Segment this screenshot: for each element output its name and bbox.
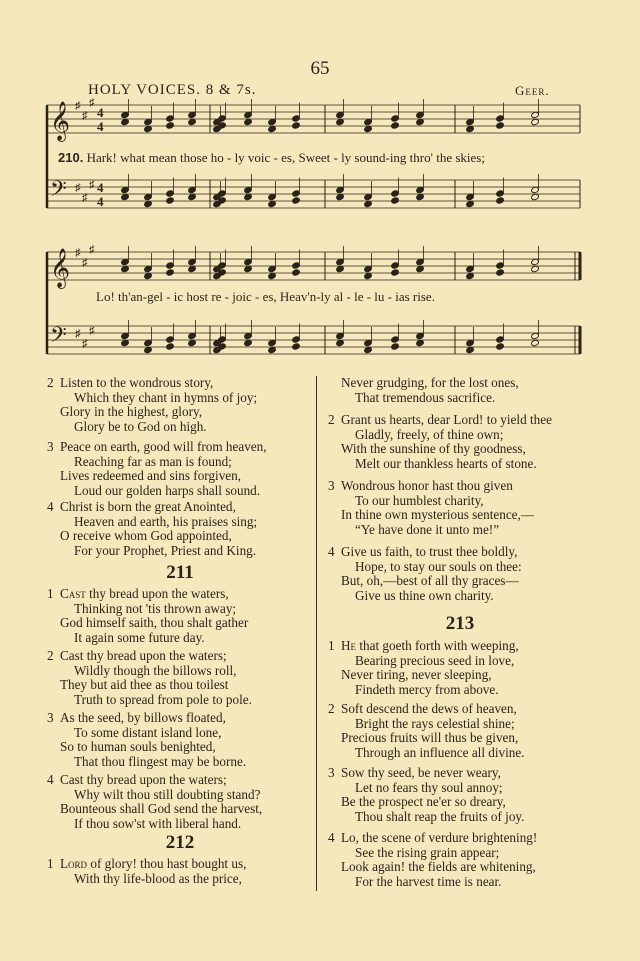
line-text: Melt our thankless hearts of stone. <box>355 455 537 471</box>
time-signature: 4 <box>97 194 104 209</box>
stanza-line <box>328 654 519 669</box>
line-text: Heaven and earth, his praises sing; <box>74 513 258 529</box>
line-text: To some distant island lone, <box>74 724 222 740</box>
note-head <box>466 125 475 132</box>
note-head <box>336 332 345 339</box>
note-head <box>121 339 130 346</box>
stanza-line <box>328 683 519 698</box>
note-head <box>292 336 301 343</box>
stanza-line <box>47 726 246 741</box>
stanza-number: 2 <box>47 375 54 390</box>
note-head <box>144 339 153 346</box>
note-head <box>466 265 475 272</box>
note-head <box>268 118 277 125</box>
stanza <box>328 545 522 603</box>
stanza-line <box>47 788 262 803</box>
note-head <box>391 190 400 197</box>
line-text: Loud our golden harps shall sound. <box>74 482 261 498</box>
note-head <box>268 125 277 132</box>
note-head <box>496 115 505 122</box>
stanza-number: 1 <box>47 856 54 871</box>
note-head <box>144 272 153 279</box>
stanza <box>47 376 257 434</box>
line-text: It again some future day. <box>74 629 205 645</box>
note-head <box>466 339 475 346</box>
stanza-line <box>47 817 262 832</box>
line-text: Cast thy bread upon the waters; <box>60 648 227 663</box>
note-head <box>416 258 425 265</box>
note-head <box>336 265 345 272</box>
stanza-line <box>328 639 519 654</box>
stanza-line <box>47 515 257 530</box>
time-signature: 4 <box>97 105 104 120</box>
note-head <box>166 197 175 204</box>
note-head <box>188 186 197 193</box>
note-head <box>364 118 373 125</box>
note-head <box>496 262 505 269</box>
line-text: Give us thine own charity. <box>355 587 494 603</box>
note-head <box>416 265 425 272</box>
stanza <box>328 831 537 889</box>
note-head <box>166 343 175 350</box>
stanza-number: 4 <box>328 830 335 845</box>
line-text: In thine own mysterious sentence,— <box>341 507 535 523</box>
first-word: Cast <box>60 586 86 601</box>
stanza-line <box>328 831 537 846</box>
stanza-line <box>328 702 525 717</box>
note-head <box>336 193 345 200</box>
stanza <box>47 857 246 886</box>
note-head <box>466 272 475 279</box>
line-text: Soft descend the dews of heaven, <box>341 701 517 716</box>
note-head <box>531 258 540 265</box>
stanza-number: 3 <box>328 478 335 493</box>
line-text: Christ is born the great Anointed, <box>60 499 236 514</box>
note-head <box>188 193 197 200</box>
stanza-line <box>47 391 257 406</box>
note-head <box>391 115 400 122</box>
line-text: Lives redeemed and sins forgiven, <box>60 468 242 484</box>
stanza-line: That tremendous sacrifice. <box>355 389 496 405</box>
note-head <box>496 336 505 343</box>
stanza-line <box>47 802 262 817</box>
treble-clef: 𝄞 <box>50 103 71 140</box>
stanza-line <box>328 781 524 796</box>
stanza-line <box>47 740 246 755</box>
note-head <box>144 265 153 272</box>
stanza <box>47 440 267 498</box>
note-head <box>144 346 153 353</box>
stanza-line <box>47 469 267 484</box>
note-head <box>188 111 197 118</box>
sharp-sign: ♯ <box>89 244 95 256</box>
note-head <box>144 193 153 200</box>
line-text: Glory be to God on high. <box>74 418 207 434</box>
note-head <box>144 200 153 207</box>
treble-clef: 𝄞 <box>50 250 71 287</box>
note-head <box>416 118 425 125</box>
stanza <box>328 479 534 537</box>
page-number: 65 <box>310 58 330 79</box>
note-head <box>531 111 540 118</box>
lyric-text-1: Hark! what mean those ho - ly voic - es, Sweet - ly sound-ing thro' the skies; <box>86 150 485 165</box>
note-head <box>416 339 425 346</box>
stanza <box>47 711 246 769</box>
note-head <box>244 265 253 272</box>
note-head <box>391 197 400 204</box>
note-head <box>364 200 373 207</box>
note-head <box>531 265 540 272</box>
stanza-line <box>328 717 525 732</box>
line-text: Grant us hearts, dear Lord! to yield thee <box>341 412 552 427</box>
stanza-line <box>47 587 248 602</box>
line-text: Let no fears thy soul annoy; <box>355 779 503 795</box>
note-head <box>166 336 175 343</box>
line-text: Through an influence all divine. <box>355 744 525 760</box>
stanza-line <box>328 508 534 523</box>
line-text: Peace on earth, good will from heaven, <box>60 439 267 454</box>
note-head <box>144 125 153 132</box>
note-head <box>391 336 400 343</box>
line-text: Gladly, freely, of thine own; <box>355 426 504 442</box>
note-head <box>292 262 301 269</box>
note-head <box>121 111 130 118</box>
stanza-line <box>47 529 257 544</box>
stanza-line <box>47 376 257 391</box>
time-signature: 4 <box>97 180 104 195</box>
sharp-sign: ♯ <box>89 179 95 191</box>
note-head <box>391 269 400 276</box>
note-head <box>364 265 373 272</box>
note-head <box>166 122 175 129</box>
stanza-number: 4 <box>328 544 335 559</box>
note-head <box>531 332 540 339</box>
stanza-line <box>47 455 267 470</box>
note-head <box>364 339 373 346</box>
sharp-sign: ♯ <box>75 182 81 194</box>
line-text: That thou flingest may be borne. <box>74 753 247 769</box>
note-head <box>364 346 373 353</box>
note-head <box>531 118 540 125</box>
note-head <box>466 193 475 200</box>
note-head <box>188 265 197 272</box>
stanza-line <box>47 693 252 708</box>
stanza-line <box>328 589 522 604</box>
line-text: Which they chant in hymns of joy; <box>74 389 258 405</box>
note-head <box>268 200 277 207</box>
line-text: For the harvest time is near. <box>355 873 502 889</box>
note-head <box>391 343 400 350</box>
note-head <box>121 258 130 265</box>
stanza-line <box>47 420 257 435</box>
note-head <box>466 346 475 353</box>
line-text: thy bread upon the waters, <box>85 586 229 601</box>
music-score <box>0 0 640 370</box>
line-text: Glory in the highest, glory, <box>60 404 202 420</box>
column-divider <box>316 376 317 891</box>
line-text: Listen to the wondrous story, <box>60 375 214 390</box>
note-head <box>336 118 345 125</box>
stanza-line <box>328 810 524 825</box>
hymn-number-210: 210. <box>58 150 84 165</box>
line-text: Be the prospect ne'er so dreary, <box>341 794 506 810</box>
line-text: Look again! the fields are whitening, <box>341 859 536 875</box>
note-head <box>292 197 301 204</box>
note-head <box>292 115 301 122</box>
stanza-line <box>47 616 248 631</box>
sharp-sign: ♯ <box>82 338 88 350</box>
note-head <box>121 265 130 272</box>
note-head <box>496 197 505 204</box>
stanza-line <box>328 545 522 560</box>
stanza-line <box>47 500 257 515</box>
stanza-line <box>47 602 248 617</box>
hymn-number-213: 213 <box>445 613 475 634</box>
composer: Geer. <box>515 83 550 98</box>
note-head <box>244 258 253 265</box>
note-head <box>364 272 373 279</box>
note-head <box>166 262 175 269</box>
line-text: Hope, to stay our souls on thee: <box>355 558 522 574</box>
note-head <box>268 193 277 200</box>
line-text: Bounteous shall God send the harvest, <box>60 801 263 817</box>
stanza <box>328 766 524 824</box>
note-head <box>244 186 253 193</box>
sharp-sign: ♯ <box>82 110 88 122</box>
stanza-number: 2 <box>47 648 54 663</box>
note-head <box>244 118 253 125</box>
note-head <box>496 343 505 350</box>
stanza <box>47 649 252 707</box>
stanza-line <box>328 574 522 589</box>
first-word: He <box>341 638 357 653</box>
stanza-line: Never grudging, for the lost ones, <box>341 375 519 390</box>
line-text: To our humblest charity, <box>355 492 484 508</box>
line-text: “Ye have done it unto me!” <box>355 521 500 537</box>
note-head <box>244 339 253 346</box>
time-signature: 4 <box>97 119 104 134</box>
line-text: Wildly though the billows roll, <box>74 662 237 678</box>
stanza-line <box>328 457 552 472</box>
note-head <box>188 332 197 339</box>
note-head <box>416 186 425 193</box>
note-head <box>391 262 400 269</box>
stanza-number: 2 <box>328 412 335 427</box>
stanza-line <box>328 860 537 875</box>
stanza-line <box>47 649 252 664</box>
line-text: So to human souls benighted, <box>60 739 216 755</box>
stanza-number: 4 <box>47 772 54 787</box>
stanza-line <box>328 523 534 538</box>
note-head <box>364 193 373 200</box>
line-text: But, oh,—best of all thy graces— <box>341 573 519 589</box>
stanza-number: 3 <box>47 439 54 454</box>
bass-clef: 𝄢 <box>50 323 67 352</box>
note-head <box>268 272 277 279</box>
note-head <box>218 262 227 269</box>
stanza-number: 1 <box>47 586 54 601</box>
line-text: Thou shalt reap the fruits of joy. <box>355 808 525 824</box>
note-head <box>166 269 175 276</box>
line-text: Findeth mercy from above. <box>355 681 499 697</box>
stanza <box>328 702 525 760</box>
stanza-line <box>328 875 537 890</box>
stanza-line <box>47 773 262 788</box>
note-head <box>531 193 540 200</box>
stanza-line <box>328 795 524 810</box>
stanza-line <box>47 711 246 726</box>
stanza-number: 3 <box>47 710 54 725</box>
stanza-line <box>328 442 552 457</box>
note-head <box>121 193 130 200</box>
note-head <box>121 118 130 125</box>
note-head <box>121 186 130 193</box>
stanza-line <box>47 484 267 499</box>
note-head <box>531 186 540 193</box>
note-head <box>268 339 277 346</box>
line-text: Never tiring, never sleeping, <box>341 667 492 683</box>
stanza-line <box>328 766 524 781</box>
line-text: Give us faith, to trust thee boldly, <box>341 544 518 559</box>
note-head <box>144 118 153 125</box>
sharp-sign: ♯ <box>89 97 95 109</box>
note-head <box>268 346 277 353</box>
note-head <box>244 193 253 200</box>
line-text: Cast thy bread upon the waters; <box>60 772 227 787</box>
line-text: that goeth forth with weeping, <box>356 638 519 653</box>
stanza-line <box>47 678 252 693</box>
note-head <box>466 200 475 207</box>
note-head <box>336 186 345 193</box>
stanza <box>47 773 262 831</box>
stanza <box>47 500 257 558</box>
note-head <box>292 122 301 129</box>
note-head <box>466 118 475 125</box>
note-head <box>391 122 400 129</box>
note-head <box>166 115 175 122</box>
stanza-line <box>47 857 246 872</box>
sharp-sign: ♯ <box>82 192 88 204</box>
line-text: Thinking not 'tis thrown away; <box>74 600 237 616</box>
stanza-line <box>328 746 525 761</box>
stanza-line <box>328 846 537 861</box>
sharp-sign: ♯ <box>89 325 95 337</box>
note-head <box>166 190 175 197</box>
note-head <box>531 339 540 346</box>
stanza-line <box>47 405 257 420</box>
note-head <box>188 258 197 265</box>
line-text: For your Prophet, Priest and King. <box>74 542 257 558</box>
first-word: Lord <box>60 856 88 871</box>
note-head <box>336 339 345 346</box>
stanza <box>47 587 248 645</box>
sharp-sign: ♯ <box>75 247 81 259</box>
stanza-line <box>328 560 522 575</box>
note-head <box>244 332 253 339</box>
stanza-line <box>47 664 252 679</box>
lyric-line-2: Lo! th'an-gel - ic host re - joic - es, Heav'n-ly al - le - lu - ias rise. <box>96 289 435 304</box>
stanza-number: 3 <box>328 765 335 780</box>
stanza-line <box>328 731 525 746</box>
note-head <box>336 258 345 265</box>
lyric-line-1 <box>58 150 485 166</box>
note-head <box>416 193 425 200</box>
note-head <box>268 265 277 272</box>
note-head <box>496 269 505 276</box>
stanza-number: 4 <box>47 499 54 514</box>
note-head <box>496 190 505 197</box>
hymn-number-212: 212 <box>165 832 195 853</box>
line-text: God himself saith, thou shalt gather <box>60 615 249 631</box>
note-head <box>188 118 197 125</box>
stanza-line: With thy life-blood as the price, <box>74 870 242 886</box>
note-head <box>336 111 345 118</box>
stanza-line <box>328 494 534 509</box>
stanza-continuation <box>328 376 519 405</box>
line-text: See the rising grain appear; <box>355 844 500 860</box>
note-head <box>496 122 505 129</box>
stanza-line <box>47 440 267 455</box>
line-text: Lo, the scene of verdure brightening! <box>341 830 538 845</box>
note-head <box>292 190 301 197</box>
note-head <box>218 336 227 343</box>
stanza-line <box>47 631 248 646</box>
note-head <box>218 190 227 197</box>
stanza-line <box>328 479 534 494</box>
line-text: Precious fruits will thus be given, <box>341 730 519 746</box>
note-head <box>188 339 197 346</box>
line-text: Bright the rays celestial shine; <box>355 715 515 731</box>
line-text: Why wilt thou still doubting stand? <box>74 786 261 802</box>
line-text: If thou sow'st with liberal hand. <box>74 815 242 831</box>
line-text: O receive whom God appointed, <box>60 528 232 544</box>
line-text: As the seed, by billows floated, <box>60 710 226 725</box>
stanza-line <box>328 668 519 683</box>
line-text: Truth to spread from pole to pole. <box>74 691 252 707</box>
line-text: Reaching far as man is found; <box>74 453 232 469</box>
sharp-sign: ♯ <box>75 328 81 340</box>
note-head <box>364 125 373 132</box>
hymn-number-211: 211 <box>166 562 194 583</box>
stanza <box>328 639 519 697</box>
stanza-line <box>328 413 552 428</box>
stanza-number: 2 <box>328 701 335 716</box>
note-head <box>416 332 425 339</box>
note-head <box>121 332 130 339</box>
tune-title: HOLY VOICES. 8 & 7s. <box>88 82 257 98</box>
line-text: Wondrous honor hast thou given <box>341 478 513 493</box>
sharp-sign: ♯ <box>82 257 88 269</box>
note-head <box>244 111 253 118</box>
stanza-line <box>328 428 552 443</box>
line-text: With the sunshine of thy goodness, <box>341 441 526 457</box>
line-text: of glory! thou hast bought us, <box>87 856 247 871</box>
line-text: They but aid thee as thou toilest <box>60 677 229 693</box>
note-head <box>218 115 227 122</box>
note-head <box>292 343 301 350</box>
sharp-sign: ♯ <box>75 100 81 112</box>
stanza-number: 1 <box>328 638 335 653</box>
stanza-line <box>47 544 257 559</box>
note-head <box>292 269 301 276</box>
stanza <box>328 413 552 471</box>
line-text: Bearing precious seed in love, <box>355 652 515 668</box>
bass-clef: 𝄢 <box>50 177 67 206</box>
note-head <box>416 111 425 118</box>
line-text: Sow thy seed, be never weary, <box>341 765 501 780</box>
stanza-line <box>47 755 246 770</box>
